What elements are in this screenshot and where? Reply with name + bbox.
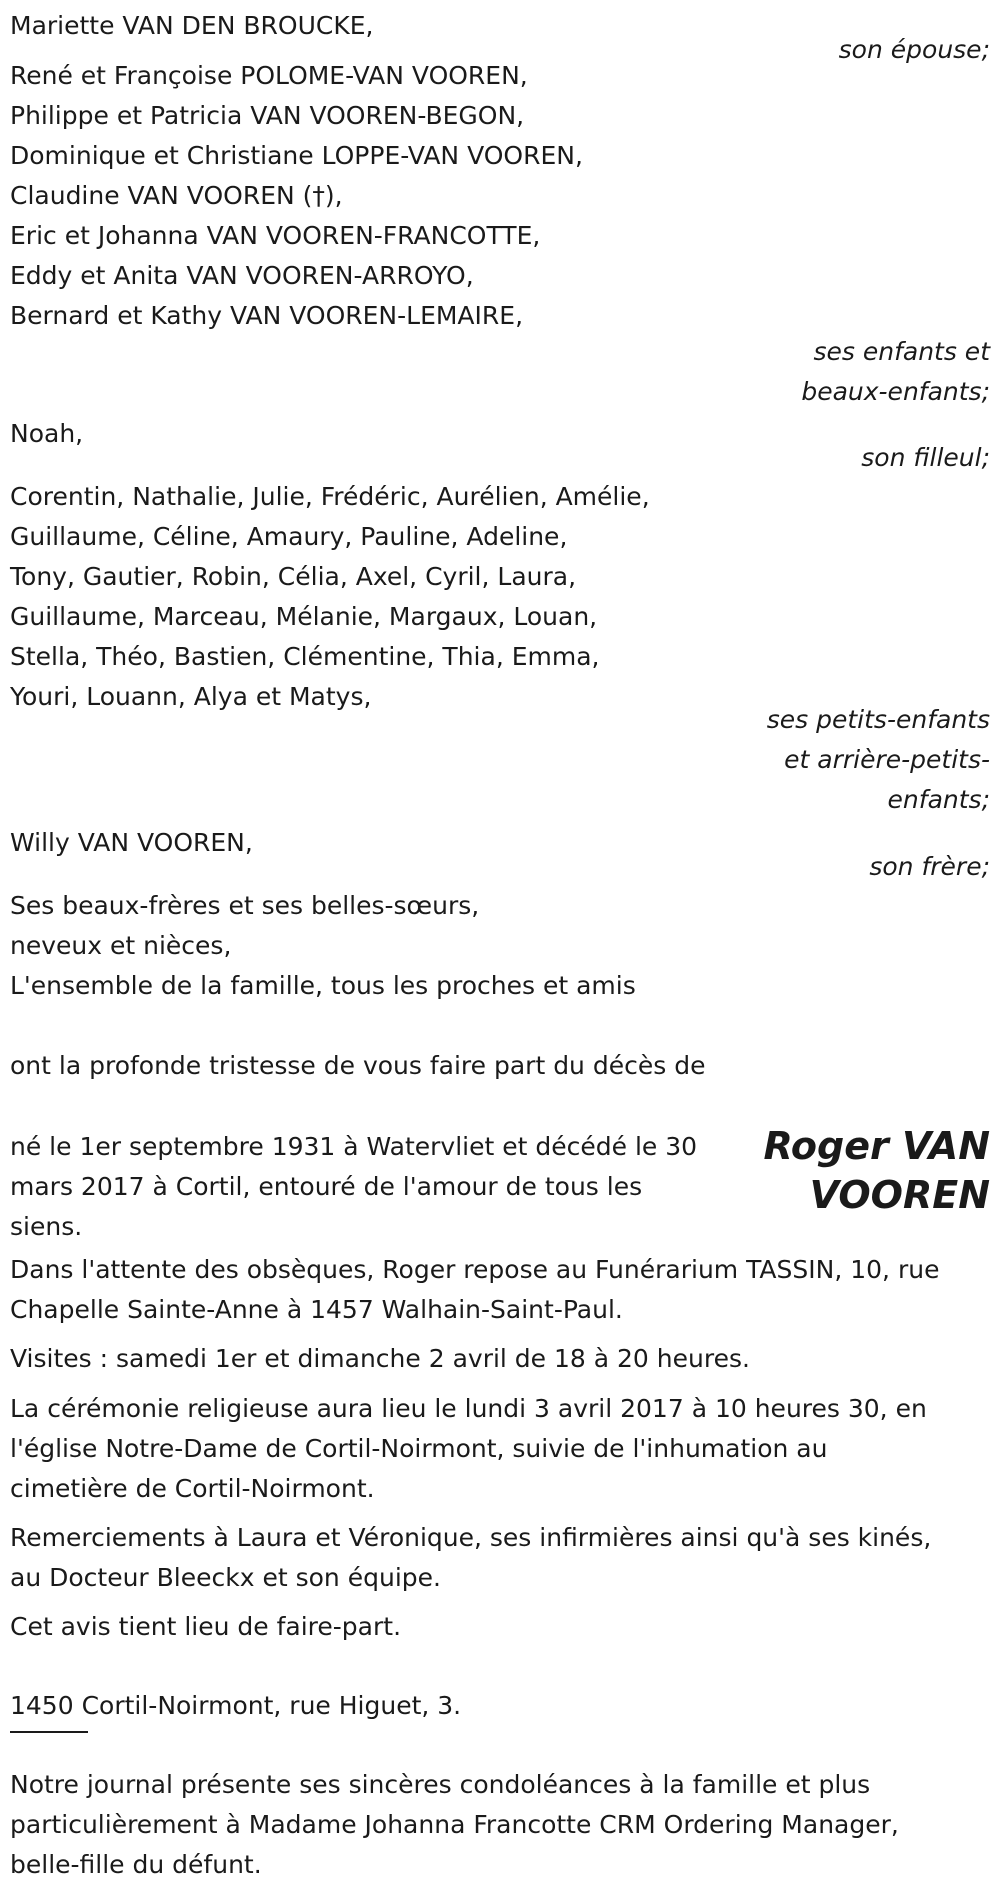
separator-line bbox=[10, 1731, 88, 1733]
child-line: Dominique et Christiane LOPPE-VAN VOOREN, bbox=[10, 141, 583, 170]
ceremony-paragraph bbox=[10, 1389, 1000, 1509]
godson-relation: son filleul; bbox=[861, 443, 990, 472]
funerarium-paragraph bbox=[10, 1250, 1000, 1330]
children-list bbox=[10, 56, 810, 336]
others-list bbox=[10, 886, 810, 1006]
paragraph-line: Notre journal présente ses sincères condoléances à la famille et plus bbox=[10, 1770, 871, 1799]
visits-paragraph: Visites : samedi 1er et dimanche 2 avril de 18 à 20 heures. bbox=[10, 1344, 750, 1373]
condolences-paragraph bbox=[10, 1765, 1000, 1885]
grandchildren-relation-line: ses petits-enfants bbox=[766, 705, 990, 734]
spouse-relation: son épouse; bbox=[838, 35, 990, 64]
grandchildren-line: Guillaume, Céline, Amaury, Pauline, Adeline, bbox=[10, 522, 568, 551]
others-line: neveux et nièces, bbox=[10, 931, 232, 960]
deceased-name-line: VOOREN bbox=[809, 1173, 990, 1217]
birth-line: mars 2017 à Cortil, entouré de l'amour de tous les bbox=[10, 1172, 643, 1201]
paragraph-line: La cérémonie religieuse aura lieu le lundi 3 avril 2017 à 10 heures 30, en bbox=[10, 1394, 927, 1423]
address-line: 1450 Cortil-Noirmont, rue Higuet, 3. bbox=[10, 1691, 462, 1720]
grandchildren-line: Youri, Louann, Alya et Matys, bbox=[10, 682, 372, 711]
children-relation-line: ses enfants et bbox=[813, 337, 990, 366]
grandchildren-relation-line: enfants; bbox=[887, 785, 990, 814]
paragraph-line: l'église Notre-Dame de Cortil-Noirmont, suivie de l'inhumation au bbox=[10, 1434, 828, 1463]
child-line: Claudine VAN VOOREN (†), bbox=[10, 181, 343, 210]
grandchildren-list bbox=[10, 477, 810, 717]
child-line: René et Françoise POLOME-VAN VOOREN, bbox=[10, 61, 528, 90]
godson-name: Noah, bbox=[10, 419, 84, 448]
brother-relation: son frère; bbox=[869, 852, 990, 881]
grandchildren-line: Stella, Théo, Bastien, Clémentine, Thia, Emma, bbox=[10, 642, 600, 671]
spouse-name: Mariette VAN DEN BROUCKE, bbox=[10, 11, 374, 40]
grandchildren-line: Tony, Gautier, Robin, Célia, Axel, Cyril, Laura, bbox=[10, 562, 577, 591]
child-line: Bernard et Kathy VAN VOOREN-LEMAIRE, bbox=[10, 301, 524, 330]
paragraph-line: particulièrement à Madame Johanna Francotte CRM Ordering Manager, bbox=[10, 1810, 899, 1839]
notice-paragraph: Cet avis tient lieu de faire-part. bbox=[10, 1612, 402, 1641]
grandchildren-line: Corentin, Nathalie, Julie, Frédéric, Aurélien, Amélie, bbox=[10, 482, 650, 511]
paragraph-line: Remerciements à Laura et Véronique, ses infirmières ainsi qu'à ses kinés, bbox=[10, 1523, 932, 1552]
paragraph-line: au Docteur Bleeckx et son équipe. bbox=[10, 1563, 441, 1592]
deceased-name-line: Roger VAN bbox=[763, 1124, 990, 1168]
paragraph-line: Dans l'attente des obsèques, Roger repose au Funérarium TASSIN, 10, rue bbox=[10, 1255, 940, 1284]
birth-death-text bbox=[10, 1127, 750, 1247]
birth-line: siens. bbox=[10, 1212, 83, 1241]
child-line: Philippe et Patricia VAN VOOREN-BEGON, bbox=[10, 101, 525, 130]
brother-name: Willy VAN VOOREN, bbox=[10, 828, 253, 857]
children-relation-line: beaux-enfants; bbox=[801, 377, 990, 406]
children-relation bbox=[801, 332, 990, 412]
grandchildren-relation bbox=[767, 700, 990, 820]
grandchildren-line: Guillaume, Marceau, Mélanie, Margaux, Louan, bbox=[10, 602, 598, 631]
paragraph-line: cimetière de Cortil-Noirmont. bbox=[10, 1474, 375, 1503]
deceased-name bbox=[760, 1122, 990, 1220]
grandchildren-relation-line: et arrière-petits- bbox=[784, 745, 990, 774]
paragraph-line: belle-fille du défunt. bbox=[10, 1850, 262, 1879]
paragraph-line: Chapelle Sainte-Anne à 1457 Walhain-Saint-Paul. bbox=[10, 1295, 623, 1324]
birth-line: né le 1er septembre 1931 à Watervliet et décédé le 30 bbox=[10, 1132, 698, 1161]
announcement-text: ont la profonde tristesse de vous faire part du décès de bbox=[10, 1051, 706, 1080]
thanks-paragraph bbox=[10, 1518, 1000, 1598]
child-line: Eric et Johanna VAN VOOREN-FRANCOTTE, bbox=[10, 221, 541, 250]
others-line: L'ensemble de la famille, tous les proches et amis bbox=[10, 971, 636, 1000]
others-line: Ses beaux-frères et ses belles-sœurs, bbox=[10, 891, 480, 920]
child-line: Eddy et Anita VAN VOOREN-ARROYO, bbox=[10, 261, 474, 290]
